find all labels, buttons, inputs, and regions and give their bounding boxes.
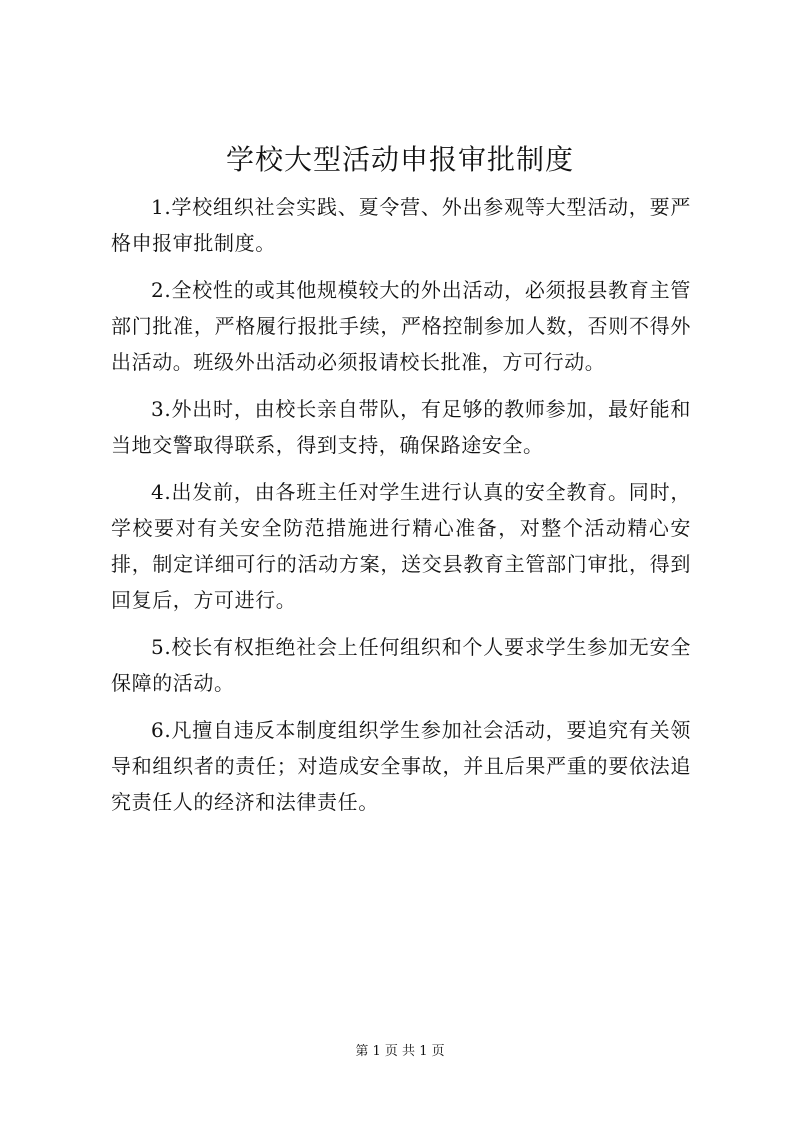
document-title: 学校大型活动申报审批制度 (225, 143, 574, 176)
page-footer: 第 1 页 共 1 页 (355, 1044, 445, 1059)
paragraph-5: 5.校长有权拒绝社会上任何组织和个人要求学生参加无安全保障的活动。 (111, 635, 691, 695)
paragraph-2: 2.全校性的或其他规模较大的外出活动，必须报县教育主管部门批准，严格履行报批手续，严格控制参加人数，否则不得外出活动。班级外出活动必须报请校长批准，方可行动。 (111, 278, 691, 374)
paragraph-6: 6.凡擅自违反本制度组织学生参加社会活动，要追究有关领导和组织者的责任；对造成安全事故，并且后果严重的要依法追究责任人的经济和法律责任。 (111, 718, 691, 814)
paragraph-3: 3.外出时，由校长亲自带队，有足够的教师参加，最好能和当地交警取得联系，得到支持，确保路途安全。 (111, 397, 691, 457)
paragraph-1: 1.学校组织社会实践、夏令营、外出参观等大型活动，要严格申报审批制度。 (111, 195, 691, 255)
document-body (111, 189, 691, 831)
paragraph-4: 4.出发前，由各班主任对学生进行认真的安全教育。同时，学校要对有关安全防范措施进行精心准备，对整个活动精心安排，制定详细可行的活动方案，送交县教育主管部门审批，得到回复后，方可进行。 (111, 480, 691, 612)
